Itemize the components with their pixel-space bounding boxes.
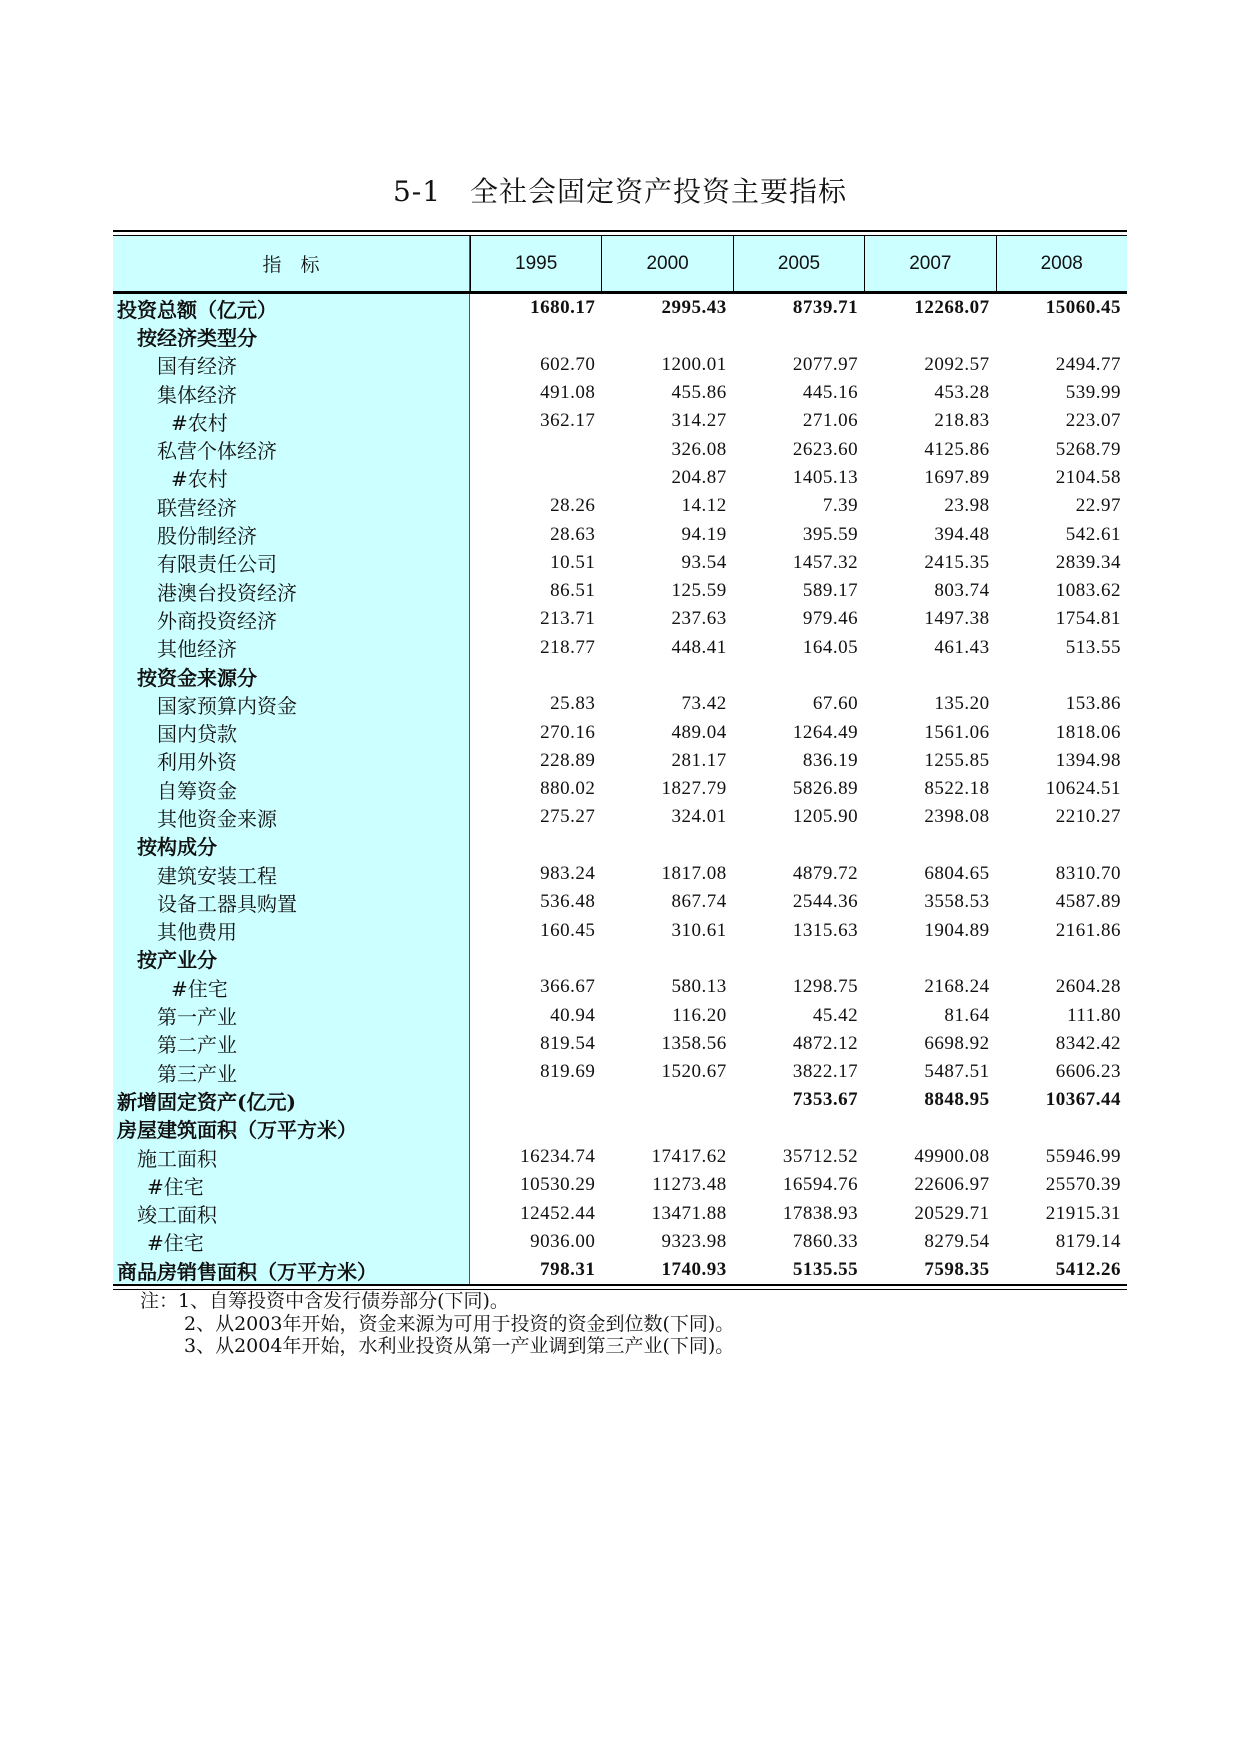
- row-label: #农村: [113, 407, 470, 435]
- cell-2007: 218.83: [934, 410, 990, 432]
- cell-2007: 2168.24: [924, 976, 990, 998]
- cell-2007: 12268.07: [914, 297, 990, 319]
- cell-2005: 17838.93: [782, 1202, 859, 1224]
- cell-2000: 14.12: [681, 495, 727, 517]
- row-label: #住宅: [113, 973, 470, 1001]
- cell-2007: 49900.08: [914, 1146, 990, 1168]
- cell-2005: 35712.52: [782, 1146, 859, 1168]
- row-label: 联营经济: [113, 492, 470, 520]
- row-label: #农村: [113, 464, 470, 492]
- cell-2005: 5826.89: [792, 778, 859, 800]
- cell-2005: 445.16: [802, 382, 859, 404]
- cell-2000: 1817.08: [661, 863, 727, 885]
- row-label: 国有经济: [113, 351, 470, 379]
- cell-2000: 13471.88: [651, 1202, 727, 1224]
- table-row: [113, 832, 1127, 860]
- cell-2005: 45.42: [812, 1004, 859, 1026]
- cell-2005: 7353.67: [792, 1089, 859, 1111]
- row-label: 竣工面积: [113, 1200, 470, 1228]
- cell-2008: 8342.42: [1055, 1032, 1121, 1054]
- table-row: [113, 888, 1127, 916]
- cell-2005: 164.05: [802, 636, 859, 658]
- cell-1995: 983.24: [540, 863, 596, 885]
- cell-1995: 819.69: [540, 1061, 596, 1083]
- table-row: [113, 1143, 1127, 1171]
- cell-2000: 9323.98: [661, 1230, 727, 1252]
- cell-2005: 1405.13: [792, 466, 859, 488]
- cell-1995: 880.02: [540, 778, 596, 800]
- cell-2000: 125.59: [671, 580, 727, 602]
- cell-2000: 73.42: [681, 693, 727, 715]
- row-label: 第三产业: [113, 1058, 470, 1086]
- cell-2005: 5135.55: [792, 1259, 859, 1281]
- cell-2005: 16594.76: [782, 1174, 859, 1196]
- table-row: [113, 492, 1127, 520]
- cell-2005: 271.06: [802, 410, 859, 432]
- cell-2000: 1740.93: [661, 1259, 727, 1281]
- cell-1995: 362.17: [540, 410, 596, 432]
- row-label: 新增固定资产(亿元): [113, 1086, 470, 1114]
- cell-2008: 2161.86: [1055, 919, 1121, 941]
- cell-2008: 21915.31: [1045, 1202, 1121, 1224]
- cell-2007: 394.48: [934, 523, 990, 545]
- row-label: 建筑安装工程: [113, 860, 470, 888]
- header-indicator: 指 标: [113, 236, 470, 291]
- cell-2007: 3558.53: [924, 891, 990, 913]
- cell-2005: 2077.97: [792, 353, 859, 375]
- cell-2000: 281.17: [671, 749, 727, 771]
- cell-2000: 489.04: [671, 721, 727, 743]
- row-label: #住宅: [113, 1228, 470, 1256]
- cell-2008: 15060.45: [1045, 297, 1121, 319]
- table-row: [113, 605, 1127, 633]
- table-row: [113, 379, 1127, 407]
- cell-1995: 160.45: [540, 919, 596, 941]
- cell-2007: 1904.89: [924, 919, 990, 941]
- cell-2000: 448.41: [671, 636, 727, 658]
- cell-2008: 1394.98: [1055, 749, 1121, 771]
- cell-2005: 1264.49: [792, 721, 859, 743]
- row-label: 第一产业: [113, 1001, 470, 1029]
- cell-2008: 2104.58: [1055, 466, 1121, 488]
- table-row: [113, 1171, 1127, 1199]
- cell-2007: 7598.35: [924, 1259, 990, 1281]
- cell-1995: 275.27: [540, 806, 596, 828]
- cell-2000: 204.87: [671, 466, 727, 488]
- cell-2008: 5268.79: [1055, 438, 1121, 460]
- cell-2000: 867.74: [671, 891, 727, 913]
- table-row: [113, 634, 1127, 662]
- cell-2007: 8848.95: [924, 1089, 990, 1111]
- cell-1995: 10530.29: [520, 1174, 596, 1196]
- table-row: [113, 1030, 1127, 1058]
- cell-2000: 17417.62: [651, 1146, 727, 1168]
- table-body: [113, 294, 1127, 1284]
- cell-1995: 819.54: [540, 1032, 596, 1054]
- cell-2005: 4872.12: [792, 1032, 859, 1054]
- row-label: 股份制经济: [113, 520, 470, 548]
- cell-2000: 314.27: [671, 410, 727, 432]
- row-label: 国家预算内资金: [113, 690, 470, 718]
- cell-2005: 1315.63: [792, 919, 859, 941]
- table-row: [113, 1200, 1127, 1228]
- cell-1995: 10.51: [550, 551, 596, 573]
- cell-2007: 2092.57: [924, 353, 990, 375]
- cell-2005: 4879.72: [792, 863, 859, 885]
- row-label: 设备工器具购置: [113, 888, 470, 916]
- row-label: 有限责任公司: [113, 549, 470, 577]
- cell-1995: 25.83: [550, 693, 596, 715]
- cell-2005: 3822.17: [792, 1061, 859, 1083]
- cell-2007: 20529.71: [914, 1202, 990, 1224]
- table-row: [113, 945, 1127, 973]
- cell-2000: 580.13: [671, 976, 727, 998]
- cell-2008: 539.99: [1065, 382, 1121, 404]
- row-label: 其他经济: [113, 634, 470, 662]
- note: 注：1、自筹投资中含发行债券部分(下同)。: [140, 1290, 509, 1312]
- header-year: 2008: [996, 236, 1127, 291]
- cell-2007: 22606.97: [914, 1174, 990, 1196]
- cell-2007: 6804.65: [924, 863, 990, 885]
- cell-1995: 491.08: [540, 382, 596, 404]
- cell-2008: 1754.81: [1055, 608, 1121, 630]
- table-row: [113, 577, 1127, 605]
- cell-1995: 536.48: [540, 891, 596, 913]
- table-row: [113, 775, 1127, 803]
- cell-2000: 1358.56: [661, 1032, 727, 1054]
- cell-2007: 1497.38: [924, 608, 990, 630]
- cell-2007: 81.64: [944, 1004, 990, 1026]
- cell-1995: 1680.17: [530, 297, 596, 319]
- cell-2008: 8179.14: [1055, 1230, 1121, 1252]
- cell-1995: 86.51: [550, 580, 596, 602]
- cell-1995: 366.67: [540, 976, 596, 998]
- cell-2008: 8310.70: [1055, 863, 1121, 885]
- cell-2007: 461.43: [934, 636, 990, 658]
- cell-2000: 11273.48: [652, 1174, 727, 1196]
- table-row: [113, 803, 1127, 831]
- cell-2005: 67.60: [812, 693, 859, 715]
- table-row: [113, 322, 1127, 350]
- cell-2000: 94.19: [681, 523, 727, 545]
- cell-1995: 16234.74: [520, 1146, 596, 1168]
- cell-1995: 28.26: [550, 495, 596, 517]
- table-row: [113, 435, 1127, 463]
- table-row: [113, 690, 1127, 718]
- table-row: [113, 718, 1127, 746]
- cell-2008: 513.55: [1065, 636, 1121, 658]
- cell-2007: 4125.86: [924, 438, 990, 460]
- cell-2005: 2623.60: [792, 438, 859, 460]
- table-row: [113, 747, 1127, 775]
- table-row: [113, 1058, 1127, 1086]
- cell-2007: 2398.08: [924, 806, 990, 828]
- header-year: 2007: [864, 236, 995, 291]
- cell-2008: 25570.39: [1045, 1174, 1121, 1196]
- cell-2007: 135.20: [934, 693, 990, 715]
- cell-1995: 228.89: [540, 749, 596, 771]
- cell-2000: 1827.79: [661, 778, 727, 800]
- cell-2000: 1200.01: [661, 353, 727, 375]
- cell-2005: 979.46: [802, 608, 859, 630]
- table-row: [113, 1086, 1127, 1114]
- cell-2007: 803.74: [934, 580, 990, 602]
- row-label: 房屋建筑面积（万平方米）: [113, 1115, 470, 1143]
- cell-2008: 2839.34: [1055, 551, 1121, 573]
- table-row: [113, 662, 1127, 690]
- cell-2007: 6698.92: [924, 1032, 990, 1054]
- cell-2000: 326.08: [671, 438, 727, 460]
- cell-2007: 5487.51: [924, 1061, 990, 1083]
- cell-2008: 1083.62: [1055, 580, 1121, 602]
- cell-2005: 2544.36: [792, 891, 859, 913]
- cell-1995: 9036.00: [530, 1230, 596, 1252]
- cell-2000: 455.86: [671, 382, 727, 404]
- row-label: 港澳台投资经济: [113, 577, 470, 605]
- cell-2008: 55946.99: [1045, 1146, 1121, 1168]
- header-year: 2005: [733, 236, 864, 291]
- row-label: 按资金来源分: [113, 662, 470, 690]
- cell-2007: 2415.35: [924, 551, 990, 573]
- table-row: [113, 1228, 1127, 1256]
- row-label: 第二产业: [113, 1030, 470, 1058]
- cell-1995: 602.70: [540, 353, 596, 375]
- page-title: 5-1 全社会固定资产投资主要指标: [392, 175, 848, 208]
- cell-2007: 453.28: [934, 382, 990, 404]
- cell-2005: 8739.71: [792, 297, 859, 319]
- cell-2005: 1298.75: [792, 976, 859, 998]
- row-label: 投资总额（亿元）: [113, 294, 470, 322]
- cell-2005: 836.19: [802, 749, 859, 771]
- cell-2008: 223.07: [1065, 410, 1121, 432]
- cell-2008: 2494.77: [1055, 353, 1121, 375]
- table-notes: [140, 1290, 734, 1358]
- cell-1995: 213.71: [540, 608, 596, 630]
- row-label: 其他资金来源: [113, 803, 470, 831]
- cell-2008: 22.97: [1075, 495, 1121, 517]
- cell-2007: 23.98: [944, 495, 990, 517]
- cell-1995: 40.94: [550, 1004, 596, 1026]
- row-label: 其他费用: [113, 917, 470, 945]
- cell-2007: 8279.54: [924, 1230, 990, 1252]
- table-row: [113, 973, 1127, 1001]
- cell-2008: 2604.28: [1055, 976, 1121, 998]
- table-row: [113, 407, 1127, 435]
- cell-2008: 6606.23: [1055, 1061, 1121, 1083]
- table-row: [113, 1001, 1127, 1029]
- row-label: 按经济类型分: [113, 322, 470, 350]
- row-label: 商品房销售面积（万平方米）: [113, 1256, 470, 1284]
- cell-2000: 310.61: [671, 919, 727, 941]
- cell-2000: 2995.43: [661, 297, 727, 319]
- cell-2005: 395.59: [802, 523, 859, 545]
- cell-1995: 28.63: [550, 523, 596, 545]
- table-header: [113, 236, 1127, 294]
- row-label: 私营个体经济: [113, 435, 470, 463]
- table-row: [113, 464, 1127, 492]
- cell-2005: 7860.33: [792, 1230, 859, 1252]
- cell-1995: 218.77: [540, 636, 596, 658]
- cell-2005: 1457.32: [792, 551, 859, 573]
- header-year: 1995: [470, 236, 601, 291]
- cell-2008: 5412.26: [1055, 1259, 1121, 1281]
- table-row: [113, 860, 1127, 888]
- table-row: [113, 549, 1127, 577]
- cell-1995: 12452.44: [520, 1202, 596, 1224]
- cell-2005: 1205.90: [792, 806, 859, 828]
- row-label: 利用外资: [113, 747, 470, 775]
- cell-2007: 1255.85: [924, 749, 990, 771]
- cell-2007: 1561.06: [924, 721, 990, 743]
- cell-2008: 111.80: [1067, 1004, 1121, 1026]
- cell-2000: 237.63: [671, 608, 727, 630]
- cell-2000: 324.01: [671, 806, 727, 828]
- cell-2007: 1697.89: [924, 466, 990, 488]
- row-label: #住宅: [113, 1171, 470, 1199]
- cell-2008: 4587.89: [1055, 891, 1121, 913]
- row-label: 按产业分: [113, 945, 470, 973]
- cell-2000: 93.54: [681, 551, 727, 573]
- table-row: [113, 917, 1127, 945]
- row-label: 按构成分: [113, 832, 470, 860]
- cell-2000: 116.20: [672, 1004, 727, 1026]
- note: 2、从2003年开始，资金来源为可用于投资的资金到位数(下同)。: [184, 1312, 735, 1335]
- table-row: [113, 1115, 1127, 1143]
- cell-2008: 542.61: [1065, 523, 1121, 545]
- row-label: 国内贷款: [113, 718, 470, 746]
- indicator-table: [113, 230, 1127, 1290]
- row-label: 外商投资经济: [113, 605, 470, 633]
- row-label: 施工面积: [113, 1143, 470, 1171]
- table-row: [113, 1256, 1127, 1284]
- note: 3、从2004年开始，水利业投资从第一产业调到第三产业(下同)。: [184, 1335, 735, 1357]
- cell-2005: 7.39: [822, 495, 859, 517]
- row-label: 集体经济: [113, 379, 470, 407]
- cell-2008: 2210.27: [1055, 806, 1121, 828]
- header-year: 2000: [601, 236, 732, 291]
- cell-1995: 798.31: [540, 1259, 596, 1281]
- table-row: [113, 351, 1127, 379]
- cell-2008: 10367.44: [1045, 1089, 1121, 1111]
- table-row: [113, 520, 1127, 548]
- table-row: [113, 294, 1127, 322]
- cell-2008: 153.86: [1065, 693, 1121, 715]
- cell-2008: 1818.06: [1055, 721, 1121, 743]
- cell-1995: 270.16: [540, 721, 596, 743]
- row-label: 自筹资金: [113, 775, 470, 803]
- cell-2000: 1520.67: [661, 1061, 727, 1083]
- cell-2007: 8522.18: [924, 778, 990, 800]
- cell-2008: 10624.51: [1045, 778, 1121, 800]
- cell-2005: 589.17: [802, 580, 859, 602]
